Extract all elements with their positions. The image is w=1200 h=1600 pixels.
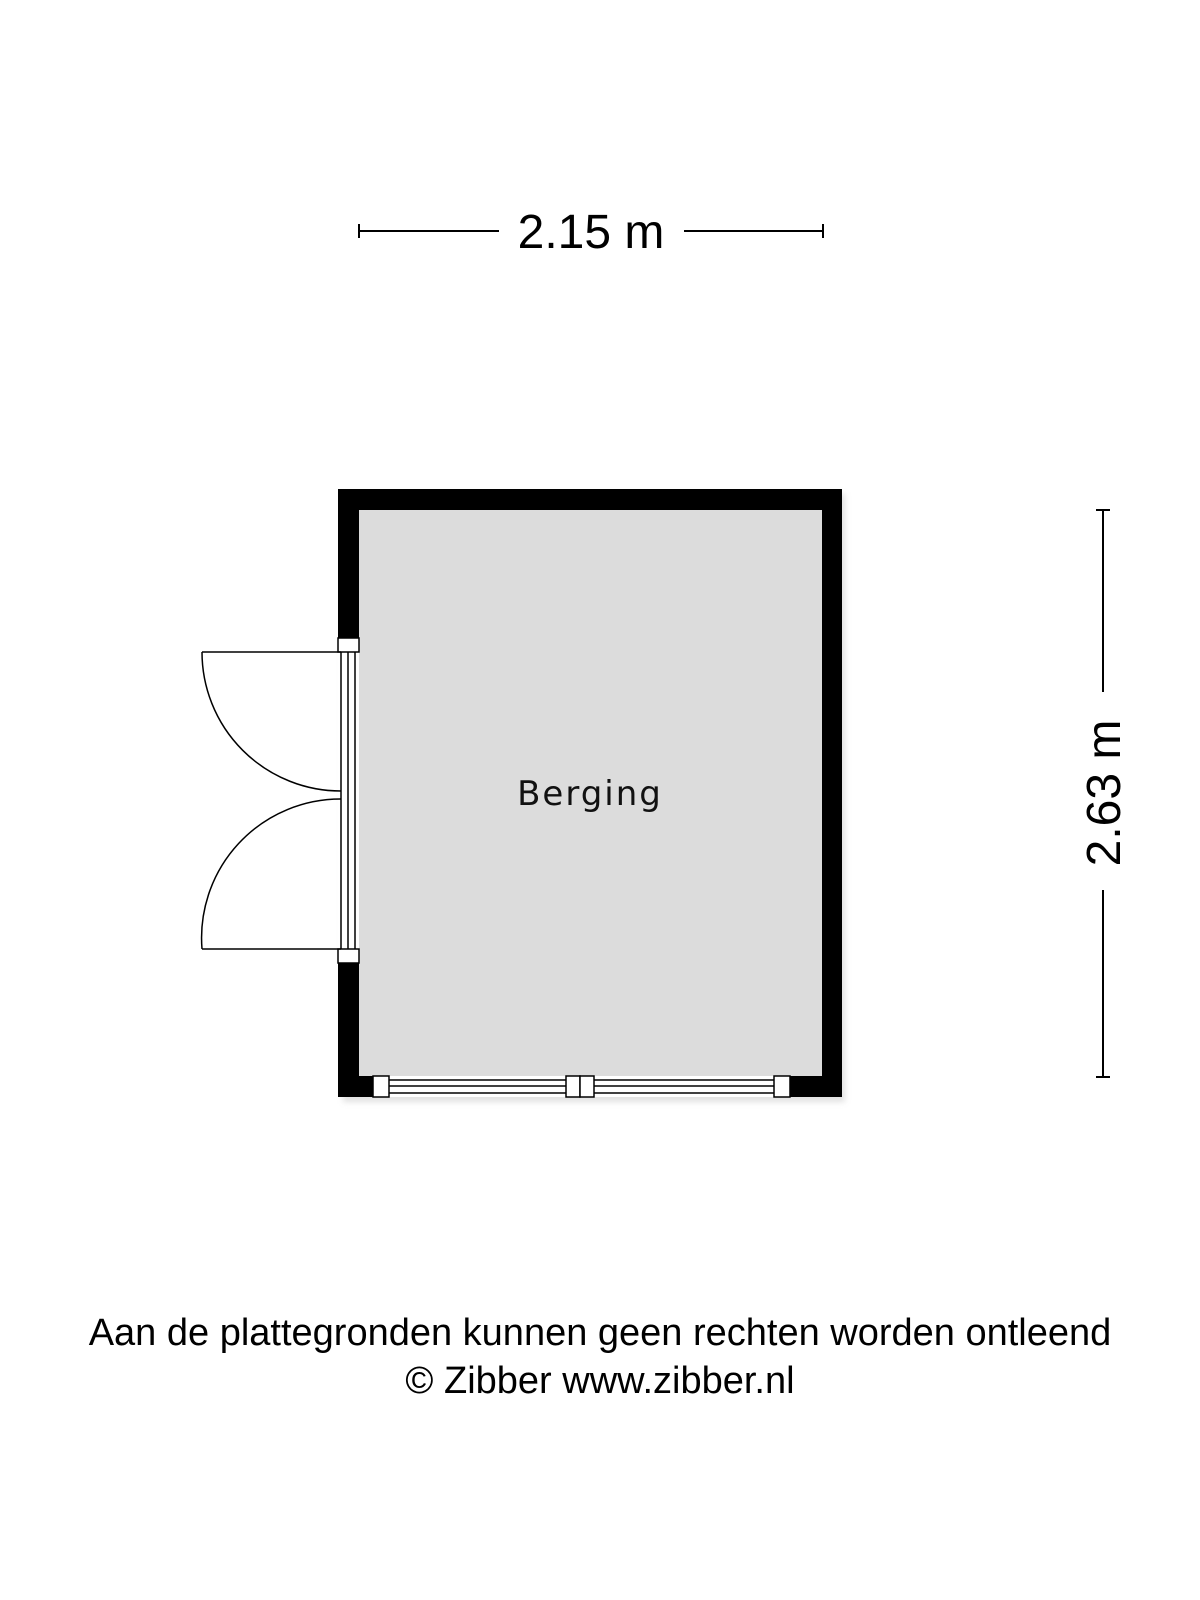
width-dimension bbox=[359, 206, 823, 259]
room-berging bbox=[202, 489, 845, 1102]
disclaimer-text: Aan de plattegronden kunnen geen rechten worden ontleend bbox=[88, 1312, 1112, 1354]
depth-dimension bbox=[1078, 510, 1131, 1077]
room-label: Berging bbox=[517, 774, 663, 814]
bottom-window bbox=[373, 1076, 790, 1097]
copyright-text: © Zibber www.zibber.nl bbox=[405, 1360, 795, 1402]
double-door bbox=[202, 652, 341, 949]
depth-label: 2.63 m bbox=[1078, 719, 1131, 867]
width-label: 2.15 m bbox=[517, 206, 665, 259]
